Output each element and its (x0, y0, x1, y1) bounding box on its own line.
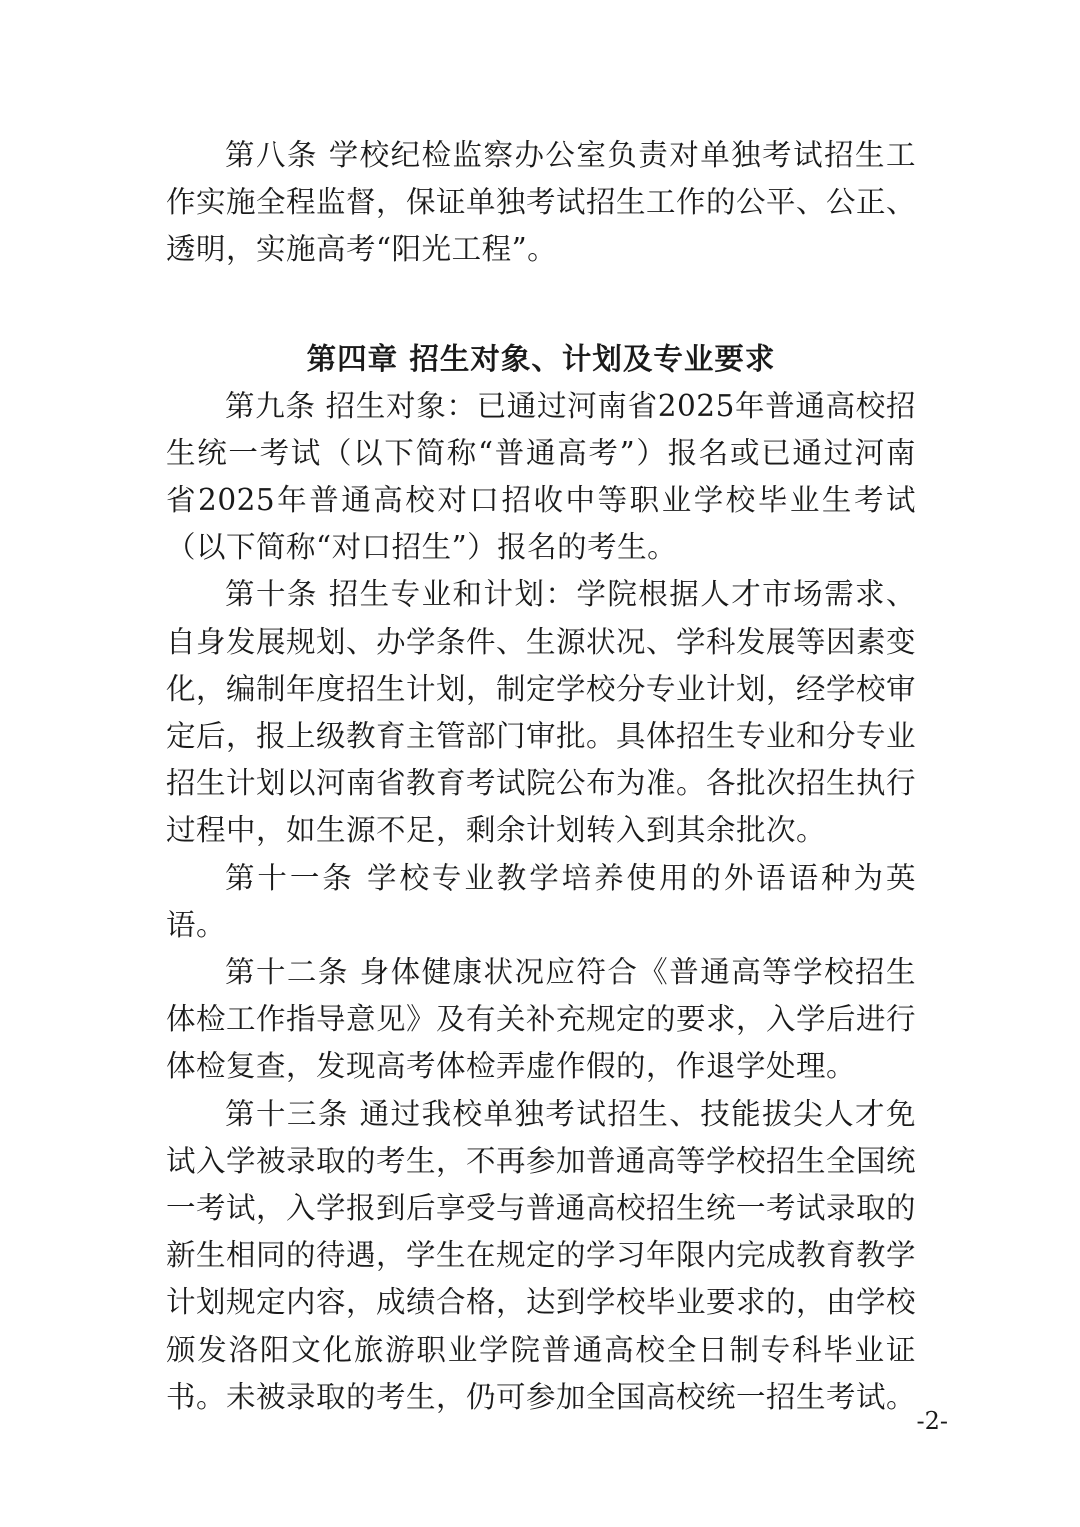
article-13-paragraph: 第十三条 通过我校单独考试招生、技能拔尖人才免试入学被录取的考生，不再参加普通高等学校招生全国统一考试，入学报到后享受与普通高校招生统一考试录取的新生相同的待遇，学生在规定的学习年限内完成教育教学计划规定内容，成绩合格，达到学校毕业要求的，由学校颁发洛阳文化旅游职业学院普通高校全日制专科毕业证书。未被录取的考生，仍可参加全国高校统一招生考试。 (166, 1096, 917, 1414)
section-spacer (166, 274, 916, 336)
article-8-paragraph: 第八条 学校纪检监察办公室负责对单独考试招生工作实施全程监督，保证单独考试招生工作的公平、公正、透明，实施高考“阳光工程”。 (166, 138, 917, 267)
article-12-paragraph: 第十二条 身体健康状况应符合《普通高等学校招生体检工作指导意见》及有关补充规定的要求，入学后进行体检复查，发现高考体检弄虚作假的，作退学处理。 (166, 955, 917, 1084)
article-9-paragraph: 第九条 招生对象：已通过河南省2025年普通高校招生统一考试（以下简称“普通高考”）报名或已通过河南省2025年普通高校对口招收中等职业学校毕业生考试（以下简称“对口招生”）报名的考生。 (166, 388, 916, 565)
article-11-paragraph: 第十一条 学校专业教学培养使用的外语语种为英语。 (166, 860, 916, 942)
document-body (166, 132, 916, 1421)
chapter-4-heading: 第四章 招生对象、计划及专业要求 (306, 341, 776, 376)
article-10-paragraph: 第十条 招生专业和计划：学院根据人才市场需求、自身发展规划、办学条件、生源状况、学科发展等因素变化，编制年度招生计划，制定学校分专业计划，经学校审定后，报上级教育主管部门审批。具体招生专业和分专业招生计划以河南省教育考试院公布为准。各批次招生执行过程中，如生源不足，剩余计划转入到其余批次。 (166, 577, 917, 848)
page-number: -2- (916, 1407, 948, 1435)
